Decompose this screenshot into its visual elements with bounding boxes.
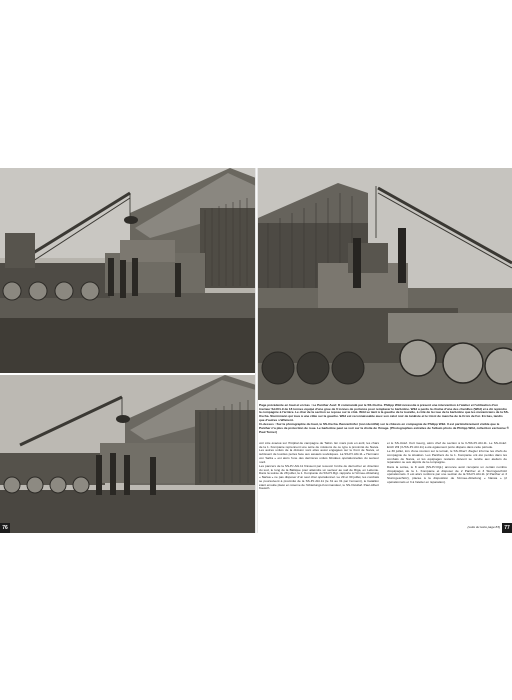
photo-crane-recovery-bottom-image [0,375,256,533]
body-paragraph: Les panzers de la SS-Pz.Abt.11 finissent par recevoir l'ordre de décrocher en direction du sud, le long de la Baltique pour atteindre un secteur au sud de Riga, en Lettonie. Dans la soirée du 28 juillet, la 1. Kompanie du SS-Pz.Rgt. rapporte à l'Armee-Abteilung « Narwa » ne pas disposer d'un seul char opérationnel. Le 29 et 30 juillet, les combats se poursuivent à proximité de la SS-Pz.Abt.11 (le 31 au 31 par l'ennemi), le bataillon étant ensuite placé en réserve de l'Abteilungs-Kommandeur, le SS-Ostubaf. Paul-Albert Kausch. [259,464,379,491]
page-number-right: 77 [502,523,512,533]
continued-note: (suite du texte page 83) [467,525,500,529]
caption-paragraph: Page précédente en haut et en bas : Le Panther Ausf. D commandé par le SS-Oscha. Philipp Wild nécessite à présent une intervention à l'atelier et l'utilisation d'un tracteur Sd.Kfz.9 de 18 tonnes équipé d'une grue de 6 tonnes de portance pour remplacer le barbotine. Wild a perdu la chaîne d'une des chenilles (Wild) et a dû rejoindre la compagnie à l'arrière. Le char de la section se repose sur le côté. Wild se tient à la gauche de la tourelle, à côté de la roue de la barbotine que les mécaniciens de la SS-Oscha. Sturmmann qui tous à une cible sur la gauche. Wild est reconnaissable avec son calot noir de tankiste et le tricot de manche de la Croix de Fer. En bas, tandis que d'autres s'affairent. [259,403,509,422]
photo-crane-recovery-bottom [0,375,256,533]
body-paragraph: voir être évacué sur l'hôpital de campagne de Talinn. En mars puis en avril, les chars de la 1. Kompanie reprennent une série de missions de ce type à proximité de Narva. Les autres unités de la division sont elles aussi engagées sur le front de Narva, et subissent de lourdes pertes face aux assauts soviétiques. La SS-Pz.Abt.11 « Hermann von Salza » est alors l'une des dernières unités blindées opérationnelles du secteur nord. [259,441,379,464]
body-paragraph: Le 30 juillet, lors d'une réunion sur le terrain, le SS-Oberf. Ziegler informe les chefs de compagnie de la situation. Les Panthers de la 1. Kompanie ont été perdus dans les combats de Narva, et les équipages restants doivent se rendre aux ateliers de réparation ou aux dépôts de la compagnie. [387,449,507,465]
photo-crane-recovery-top-image [0,168,256,373]
body-paragraph: et le SS-Ustuf. Kurt Georg, alors chef de section à la 3./SS-Pz.Abt.11. Le SS-Ustuf. Erich Wil (3./SS-Pz.Abt.11) a été également porté disparu dans cette période. [387,441,507,449]
body-paragraph: Dans la soirée, le 8 août (SS-Pz.Rgt.) annonce avoir récupéré un certain nombre d'équipages de la 1. Kompanie et disposer de 2 Panther et 3 Sturmgeschütz opérationnels. Il est alors renforcé par une section de la SS-Pz.Abt.11 (2 Panther et 3 Sturmgeschütz), placée à la disposition de l'Armee-Abteilung « Narwa » (2 opérationnels et 3 à l'atelier en réparation). [387,464,507,484]
body-text-column-right [387,442,507,485]
page-gutter [255,168,258,533]
body-text-column-left [259,442,379,492]
magazine-spread [0,168,512,533]
photo-crane-recovery-right-image [258,168,512,400]
page-number-left: 76 [0,523,10,533]
photo-crane-recovery-top [0,168,256,373]
caption-paragraph: Ci-dessus : Sur la photographie du haut, le SS-Oscha. Benzenhöfer (non identifié) sur le châssis en compagnie de Philipp Wild. Il est particulièrement visible que le Panther n'a plus de protection de roue. Le barbotine peut se voir sur la droite de l'image. (Photographies extraites de l'album photo de Philipp Wild, collection exclusive ® Paul Turner) [259,422,509,434]
photo-caption [259,404,509,435]
photo-crane-recovery-right [258,168,512,400]
